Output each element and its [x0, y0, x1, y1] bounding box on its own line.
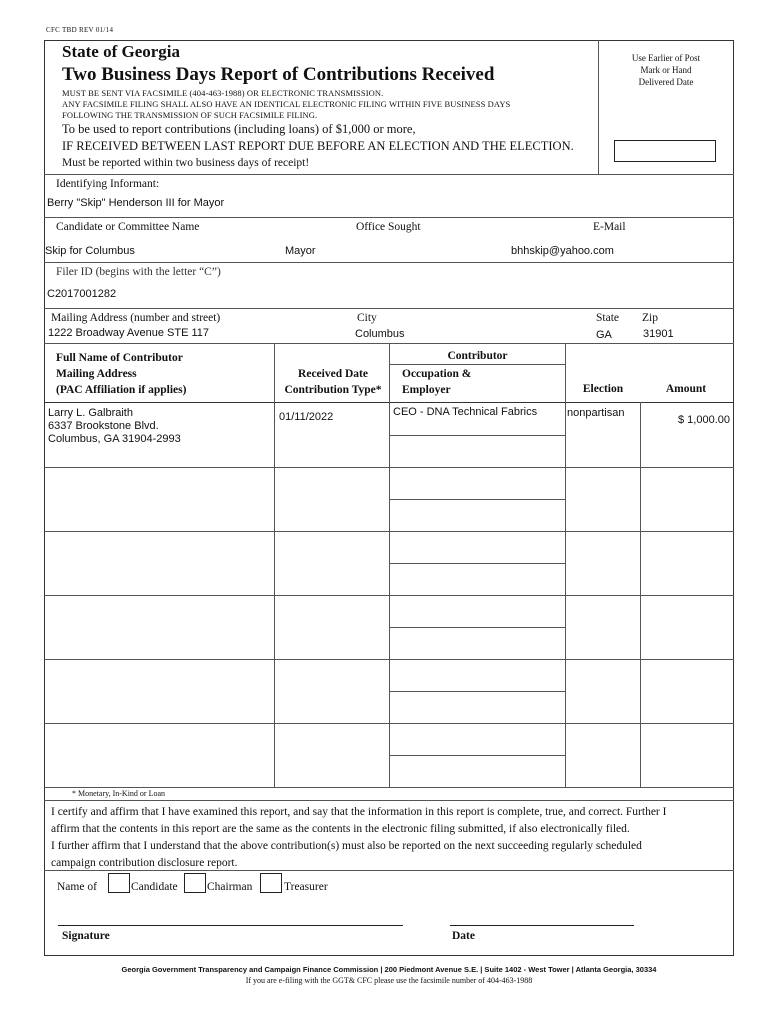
signature-label: Signature: [62, 930, 110, 942]
received-date-header-line-1: Received Date: [298, 368, 368, 380]
contributor-name-header: [56, 350, 186, 398]
election-value[interactable]: nonpartisan: [567, 407, 625, 419]
chairman-checkbox[interactable]: [184, 873, 206, 893]
treasurer-option-label: Treasurer: [284, 881, 328, 893]
postmark-line-3: Delivered Date: [638, 77, 694, 87]
fax-notice-3: FOLLOWING THE TRANSMISSION OF SUCH FACSIMILE FILING.: [62, 110, 318, 120]
footer-efiling-note: If you are e-filing with the GGT& CFC please use the facsimile number of 404-463-1988: [245, 976, 533, 985]
state-label: State: [596, 312, 619, 324]
contributor-street: 6337 Brookstone Blvd.: [48, 420, 159, 432]
informant-label: Identifying Informant:: [56, 178, 160, 190]
contributor-name-header-line-2: Mailing Address: [56, 368, 137, 380]
zip-value[interactable]: 31901: [643, 328, 674, 340]
form-code: CFC TBD REV 01/14: [46, 26, 114, 34]
mailing-address-label: Mailing Address (number and street): [51, 312, 221, 324]
occupation-header: [402, 366, 471, 398]
occupation-value[interactable]: CEO - DNA Technical Fabrics: [393, 406, 538, 418]
filer-id-label: Filer ID (begins with the letter “C”): [56, 266, 221, 278]
signature-line[interactable]: [58, 925, 403, 926]
candidate-checkbox[interactable]: [108, 873, 130, 893]
occupation-header-line-2: Employer: [402, 384, 451, 396]
footnote: * Monetary, In-Kind or Loan: [72, 789, 166, 798]
informant-value[interactable]: Berry "Skip" Henderson III for Mayor: [47, 197, 225, 209]
city-label: City: [357, 312, 377, 324]
certification-text: [51, 804, 731, 872]
zip-label: Zip: [642, 312, 658, 324]
postmark-line-1: Use Earlier of Post: [631, 53, 701, 63]
certification-line-4: campaign contribution disclosure report.: [51, 857, 238, 869]
city-value[interactable]: Columbus: [355, 328, 405, 340]
postmark-instructions: [600, 52, 732, 88]
election-header: Election: [582, 383, 624, 395]
chairman-option-label: Chairman: [207, 881, 253, 893]
date-label: Date: [452, 930, 475, 942]
certification-line-2: affirm that the contents in this report are the same as the contents in the electronic filing submitted, if also electronically filed.: [51, 823, 630, 835]
email-value[interactable]: bhhskip@yahoo.com: [511, 245, 614, 257]
postmark-date-input[interactable]: [614, 140, 716, 162]
fax-notice-1: MUST BE SENT VIA FACSIMILE (404-463-1988) OR ELECTRONIC TRANSMISSION.: [62, 88, 384, 98]
filer-id-value[interactable]: C2017001282: [47, 288, 117, 300]
fax-notice-2: ANY FACSIMILE FILING SHALL ALSO HAVE AN IDENTICAL ELECTRONIC FILING WITHIN FIVE BUSINESS DAYS: [62, 99, 511, 109]
amount-value[interactable]: $ 1,000.00: [678, 414, 730, 426]
state-value[interactable]: GA: [596, 329, 612, 341]
office-sought-label: Office Sought: [356, 221, 421, 233]
name-of-label: Name of: [57, 881, 97, 893]
mailing-address-value[interactable]: 1222 Broadway Avenue STE 117: [48, 327, 210, 339]
purpose-text: To be used to report contributions (including loans) of $1,000 or more,: [62, 122, 416, 136]
received-date-header: [276, 366, 390, 398]
footer-address: Georgia Government Transparency and Campaign Finance Commission | 200 Piedmont Avenue S.E. | Suite 1402 - West Tower | Atlanta Georgia, 30334: [121, 965, 657, 974]
candidate-option-label: Candidate: [131, 881, 178, 893]
candidate-name-value[interactable]: Skip for Columbus: [45, 245, 135, 257]
amount-header: Amount: [665, 383, 707, 395]
deadline-text: Must be reported within two business days of receipt!: [62, 157, 310, 169]
office-sought-value[interactable]: Mayor: [285, 245, 316, 257]
contributor-group-header: Contributor: [447, 350, 508, 362]
certification-line-3: I further affirm that I understand that the above contribution(s) must also be reported on the next succeeding regularly scheduled: [51, 840, 642, 852]
occupation-header-line-1: Occupation &: [402, 368, 472, 380]
candidate-name-label: Candidate or Committee Name: [56, 221, 200, 233]
postmark-divider: [598, 40, 599, 174]
email-label: E-Mail: [593, 221, 626, 233]
postmark-line-2: Mark or Hand: [640, 65, 692, 75]
state-title: State of Georgia: [62, 42, 181, 61]
received-date-header-line-2: Contribution Type*: [284, 384, 382, 396]
contributor-name: Larry L. Galbraith: [48, 407, 133, 419]
contributor-address-cell[interactable]: [48, 407, 181, 446]
contributor-city-state: Columbus, GA 31904-2993: [48, 433, 181, 445]
certification-line-1: I certify and affirm that I have examined this report, and say that the information in this report is complete, true, and correct. Further I: [51, 806, 667, 818]
election-notice: IF RECEIVED BETWEEN LAST REPORT DUE BEFORE AN ELECTION AND THE ELECTION.: [62, 139, 574, 153]
date-line[interactable]: [450, 925, 634, 926]
treasurer-checkbox[interactable]: [260, 873, 282, 893]
contributor-name-header-line-1: Full Name of Contributor: [56, 352, 183, 364]
received-date-value[interactable]: 01/11/2022: [279, 411, 334, 423]
page-title: Two Business Days Report of Contributions Received: [62, 64, 495, 85]
contributor-name-header-line-3: (PAC Affiliation if applies): [56, 384, 187, 396]
